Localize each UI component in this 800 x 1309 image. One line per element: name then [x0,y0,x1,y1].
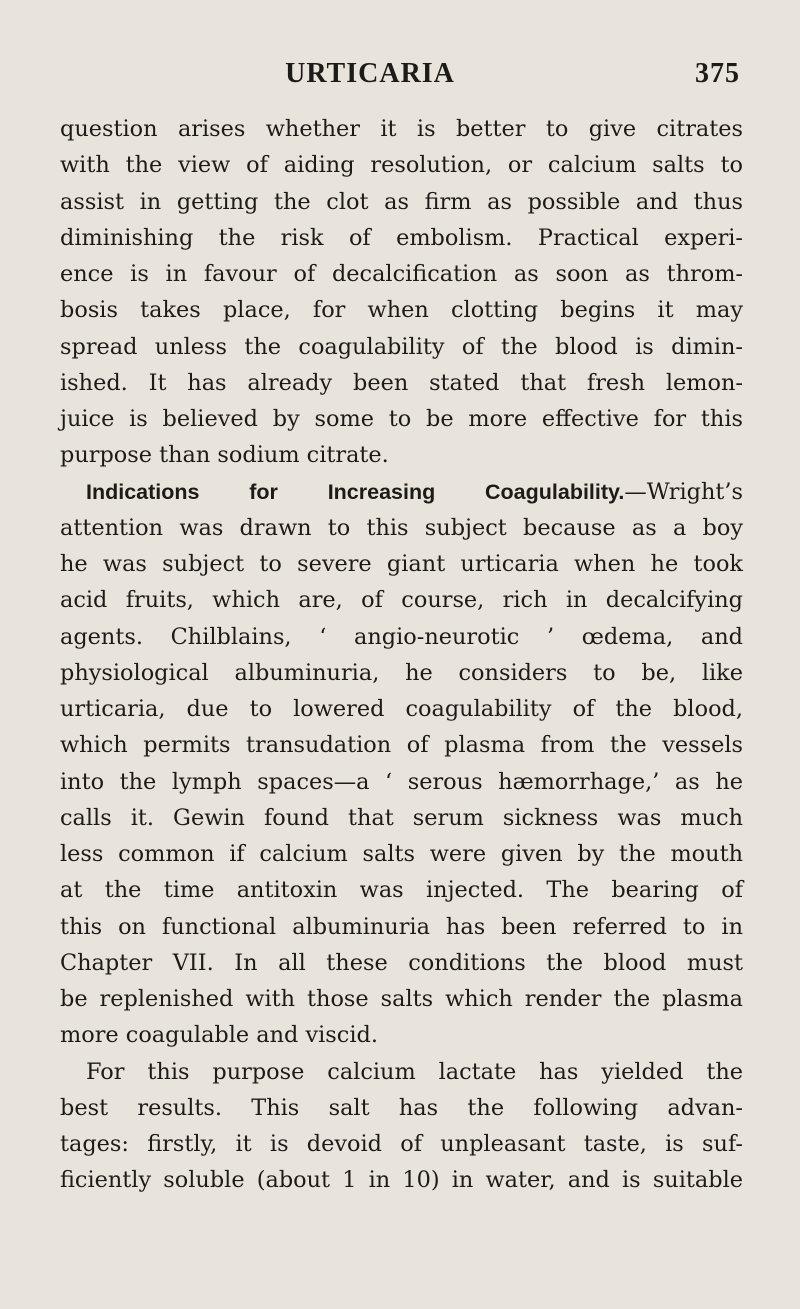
text-line: purpose than sodium citrate. [60,442,389,469]
text-line: juice is believed by some to be more effective for this [60,406,743,432]
page-number: 375 [695,58,740,89]
text-line: ished. It has already been stated that fresh lemon- [60,369,743,396]
text-line: ence is in favour of decalcification as soon as throm- [60,261,743,287]
running-title: URTICARIA [285,58,455,89]
text-line: ficiently soluble (about 1 in 10) in water, and is suitable [60,1167,743,1194]
text-line: For this purpose calcium lactate has yielded the [86,1058,743,1085]
section-lead-text: —Wright’s [624,478,743,505]
body-text [60,111,743,1199]
text-line: agents. Chilblains, ‘ angio-neurotic ’ œdema, and [60,623,743,650]
text-line: tages: firstly, it is devoid of unpleasant taste, is suf- [60,1131,743,1157]
text-line: calls it. Gewin found that serum sickness was much [60,804,743,831]
text-line: attention was drawn to this subject because as a boy [60,514,743,541]
text-line: spread unless the coagulability of the blood is dimin- [60,333,743,360]
text-line: more coagulable and viscid. [60,1022,378,1049]
text-line: with the view of aiding resolution, or calcium salts to [60,152,743,179]
text-line: be replenished with those salts which render the plasma [60,986,743,1012]
text-line: Chapter VII. In all these conditions the blood must [60,949,743,976]
text-line: question arises whether it is better to give citrates [60,116,743,142]
text-line: at the time antitoxin was injected. The bearing of [60,877,743,904]
text-line: acid fruits, which are, of course, rich in decalcifying [60,587,743,614]
text-line: which permits transudation of plasma from the vessels [60,732,743,759]
text-line: less common if calcium salts were given by the mouth [60,841,743,867]
text-line: best results. This salt has the following advan- [60,1094,743,1121]
text-line: physiological albuminuria, he considers to be, like [60,659,743,686]
text-line: urticaria, due to lowered coagulability of the blood, [60,696,743,722]
text-line: bosis takes place, for when clotting begins it may [60,297,743,324]
text-line: he was subject to severe giant urticaria when he took [60,551,743,577]
text-line: diminishing the risk of embolism. Practical experi- [60,224,743,251]
text-line: into the lymph spaces—a ‘ serous hæmorrhage,’ as he [60,768,743,795]
section-heading: Indications for Increasing Coagulability. [86,479,625,504]
running-head [0,58,800,98]
section-heading-line [60,474,743,510]
text-line: this on functional albuminuria has been referred to in [60,913,743,940]
text-line: assist in getting the clot as firm as possible and thus [60,188,743,215]
